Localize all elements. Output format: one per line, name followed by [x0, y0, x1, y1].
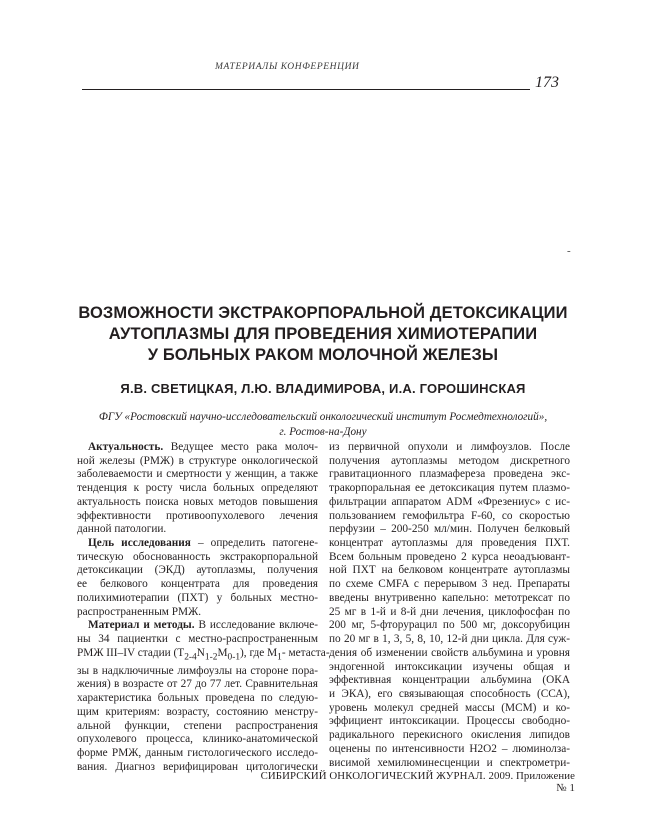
body-line: опухолевого процесса, клинико-анатомической: [77, 733, 318, 746]
body-line: дения об изменении свойств альбумина и уровня: [329, 646, 570, 659]
subscript: 2-4: [184, 652, 197, 663]
body-line: данной патологии.: [77, 523, 167, 536]
line-text: - метаста-: [281, 646, 330, 659]
page-number: 173: [535, 74, 559, 91]
body-line: гравитационного плазмафереза проведена экс-: [329, 468, 570, 481]
body-line: альной функции, степени распространения: [77, 719, 318, 732]
body-line: полихимиотерапии (ПХТ) у больных местно-: [77, 591, 318, 604]
body-line: перфузии – 200-250 мл/мин. Получен белковый: [329, 523, 570, 536]
body-line: жения) в возрасте от 27 до 77 лет. Сравнительная: [77, 678, 318, 691]
body-line: детоксикации (ЭКД) аутоплазмы, получения: [77, 564, 318, 577]
body-line: пользованием гемофильтра F-60, со скоростью: [329, 509, 570, 522]
body-line: [77, 619, 318, 633]
line-text: В исследование включе-: [194, 619, 318, 632]
right-column: [329, 441, 570, 770]
body-line: ной железы (РМЖ) в структуре онкологической: [77, 454, 318, 467]
subscript: 1-2: [204, 652, 218, 663]
affiliation-line: г. Ростов-на-Дону: [279, 425, 367, 438]
body-line: введены внутривенно капельно: метотрексат по: [329, 591, 570, 604]
title-line: АУТОПЛАЗМЫ ДЛЯ ПРОВЕДЕНИЯ ХИМИОТЕРАПИИ: [108, 325, 538, 343]
body-line: тракорпоральная ее детоксикация путем плазмо-: [329, 482, 570, 495]
body-line: радикального перекисного окисления липидов: [329, 729, 570, 742]
body-line: висимой хемилюминесценции и спектрометри-: [329, 756, 570, 769]
article-affiliation: [40, 410, 606, 439]
body-line: ной ПХТ на белковом концентрате аутоплазмы: [329, 564, 570, 577]
journal-footer: СИБИРСКИЙ ОНКОЛОГИЧЕСКИЙ ЖУРНАЛ. 2009. Приложение № 1: [260, 770, 575, 794]
header-rule: [82, 89, 530, 90]
line-text: N: [196, 646, 205, 659]
body-line: ее белкового концентрата для проведения: [77, 578, 318, 591]
paragraph-lead: Цель исследования: [88, 537, 191, 550]
article-title: [40, 303, 606, 366]
body-line: тенденция к росту числа больных определяют: [77, 482, 318, 495]
title-line: У БОЛЬНЫХ РАКОМ МОЛОЧНОЙ ЖЕЛЕЗЫ: [147, 346, 499, 364]
line-text: ), где M: [240, 646, 278, 659]
body-line: распространенным РМЖ.: [77, 605, 202, 618]
body-line: уровень молекул средней массы (МСМ) и ко-: [329, 701, 570, 714]
line-text: Ведущее место рака молоч-: [163, 441, 318, 453]
margin-mark: -: [567, 245, 571, 257]
body-line: из первичной опухоли и лимфоузлов. После: [329, 441, 570, 453]
paragraph-lead: Актуальность.: [88, 441, 164, 453]
title-line: ВОЗМОЖНОСТИ ЭКСТРАКОРПОРАЛЬНОЙ ДЕТОКСИКАЦИИ: [78, 304, 568, 322]
body-line: Всем больным проведено 2 курса неоадъювант-: [329, 550, 570, 563]
body-line: эффициент интоксикации. Процессы свободно-: [329, 715, 570, 728]
paragraph-lead: Материал и методы.: [88, 619, 195, 632]
body-line: эффективная концентрации альбумина (ОКА: [329, 674, 570, 687]
body-line: 25 мг в 1-й и 8-й дни лечения, циклофосфан по: [329, 605, 570, 618]
body-line: эндогенной интоксикации изучены общая и: [329, 660, 570, 673]
body-line: щим критериям: возрасту, состоянию менстру-: [77, 705, 318, 718]
body-line: фильтрации аппаратом ADM «Фрезениус» с ис-: [329, 495, 570, 508]
body-line: по схеме CMFA с перерывом 3 нед. Препараты: [329, 578, 570, 591]
body-line: вания. Диагноз верифицирован цитологически: [77, 760, 318, 773]
body-line: концентрат аутоплазмы для проведения ПХТ.: [329, 537, 570, 550]
body-line: зы в надключичные лимфоузлы на стороне пора-: [77, 664, 318, 677]
body-line: [77, 441, 318, 455]
left-column: [77, 441, 330, 775]
subscript: 1: [277, 652, 282, 663]
body-line: заболеваемости и смертности у женщин, а также: [77, 468, 318, 481]
affiliation-line: ФГУ «Ростовский научно-исследовательский онкологический институт Росмедтехнологий»,: [98, 411, 548, 423]
body-line: 200 мг, 5-фторурацил по 500 мг, доксорубицин: [329, 619, 570, 632]
body-line: ны 34 пациентки с местно-распространенным: [77, 633, 318, 646]
body-line: характеристика больных проведена по следую-: [77, 692, 318, 705]
body-line: [77, 537, 318, 551]
subscript: 0-1: [227, 652, 241, 663]
body-line: форме РМЖ, данным гистологического исследо-: [77, 747, 318, 760]
body-line: получения аутоплазмы методом дискретного: [329, 454, 570, 467]
running-head: МАТЕРИАЛЫ КОНФЕРЕНЦИИ: [215, 62, 360, 72]
line-text: РМЖ III–IV стадии (T: [77, 646, 185, 659]
body-line: оценены по интенсивности Н2О2 – люминолза-: [329, 742, 570, 755]
body-line: по 20 мг в 1, 3, 5, 8, 10, 12-й дни цикла. Для суж-: [329, 633, 570, 646]
line-text: M: [217, 646, 228, 659]
article-authors: Я.В. СВЕТИЦКАЯ, Л.Ю. ВЛАДИМИРОВА, И.А. ГОРОШИНСКАЯ: [120, 381, 526, 396]
body-line: и ЭКА), его связывающая способность (ССА),: [329, 687, 570, 700]
body-line: актуальность поиска новых методов повышения: [77, 495, 318, 508]
body-line: эффективности противоопухолевого лечения: [77, 509, 318, 522]
body-line-staging: [77, 646, 330, 665]
body-line: тическую обоснованность экстракорпоральной: [77, 550, 318, 563]
line-text: – определить патогене-: [190, 537, 319, 550]
